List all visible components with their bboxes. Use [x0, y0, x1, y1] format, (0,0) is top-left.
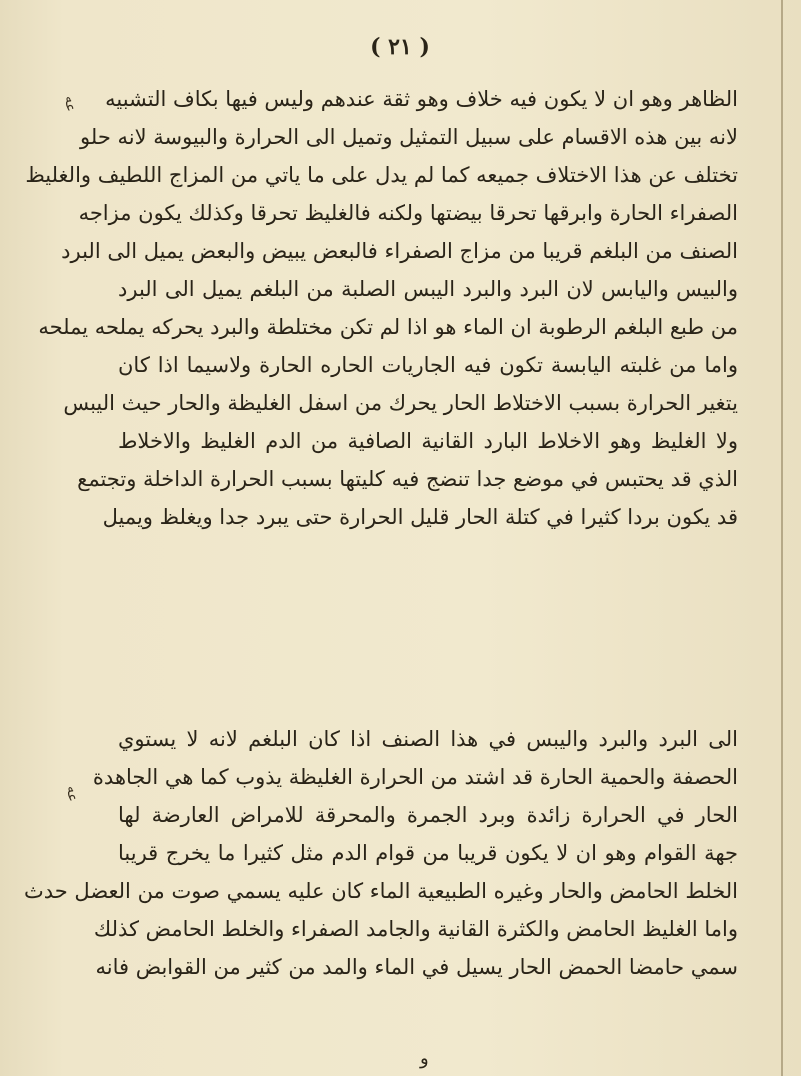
text-line: الحار في الحرارة زائدة وبرد الجمرة والمحرقة للامراض العارضة لها [118, 803, 738, 827]
text-line: جهة القوام وهو ان لا يكون قريبا من قوام الدم مثل كثيرا ما يخرج قريبا [118, 841, 738, 865]
page-edge [781, 0, 783, 1076]
text-line: تختلف عن هذا الاختلاف جميعه كما لم يدل على ما ياتي من المزاج اللطيف والغليظ [25, 163, 738, 187]
text-line: واما من غلبته اليابسة تكون فيه الجاريات الحاره الحارة ولاسيما اذا كان [118, 353, 738, 377]
margin-note: ﻋﻪ [64, 786, 80, 802]
text-line: الصفراء الحارة وابرقها تحرقا بيضتها ولكنه فالغليظ تحرقا وكذلك يكون مزاجه [78, 201, 738, 225]
text-line: واما الغليظ الحامض والكثرة القانية والجامد الصفراء والخلط الحامض كذلك [93, 917, 738, 941]
text-block-upper [25, 80, 738, 720]
text-line: من طبع البلغم الرطوبة ان الماء هو اذا لم تكن مختلطة والبرد يحركه يملحه يملحه [38, 315, 738, 339]
text-line: سمي حامضا الحمض الحار يسيل في الماء والمد من كثير من القوابض فانه [95, 955, 738, 979]
text-line: يتغير الحرارة بسبب الاختلاط الحار يحرك من اسفل الغليظة والحار حيث اليبس [63, 391, 738, 415]
text-line: الظاهر وهو ان لا يكون فيه خلاف وهو ثقة عندهم وليس فيها بكاف التشبيه [105, 87, 738, 111]
text-line: قد يكون بردا كثيرا في كتلة الحار قليل الحرارة حتى يبرد جدا ويغلظ ويميل [102, 505, 738, 529]
text-line: الخلط الحامض والحار وغيره الطبيعية الماء كان عليه يسمي صوت من العضل حدث [23, 879, 738, 903]
text-line: لانه بين هذه الاقسام على سبيل التمثيل وتميل الى الحرارة والبيوسة لانه حلو [80, 125, 738, 149]
margin-note: ﻋﻪ [62, 96, 78, 112]
text-line: الذي قد يحتبس في موضع جدا تنضج فيه كليتها بسبب الحرارة الداخلة وتجتمع [77, 467, 738, 491]
text-line: الصنف من البلغم قريبا من مزاج الصفراء فالبعض يبيض والبعض يميل الى البرد [61, 239, 738, 263]
page-number: ( ٢١ ) [370, 34, 430, 60]
text-line: ولا الغليظ وهو الاخلاط البارد القانية الصافية من الدم الغليظ والاخلاط [118, 429, 738, 453]
catchword: و [420, 1048, 429, 1069]
text-line: الى البرد والبرد واليبس في هذا الصنف اذا كان البلغم لانه لا يستوي [118, 727, 738, 751]
text-line: والبيس واليابس لان البرد والبرد اليبس الصلبة من البلغم يميل الى البرد [118, 277, 738, 301]
text-line: الحصفة والحمية الحارة قد اشتد من الحرارة الغليظة يذوب كما هي الجاهدة [92, 765, 738, 789]
